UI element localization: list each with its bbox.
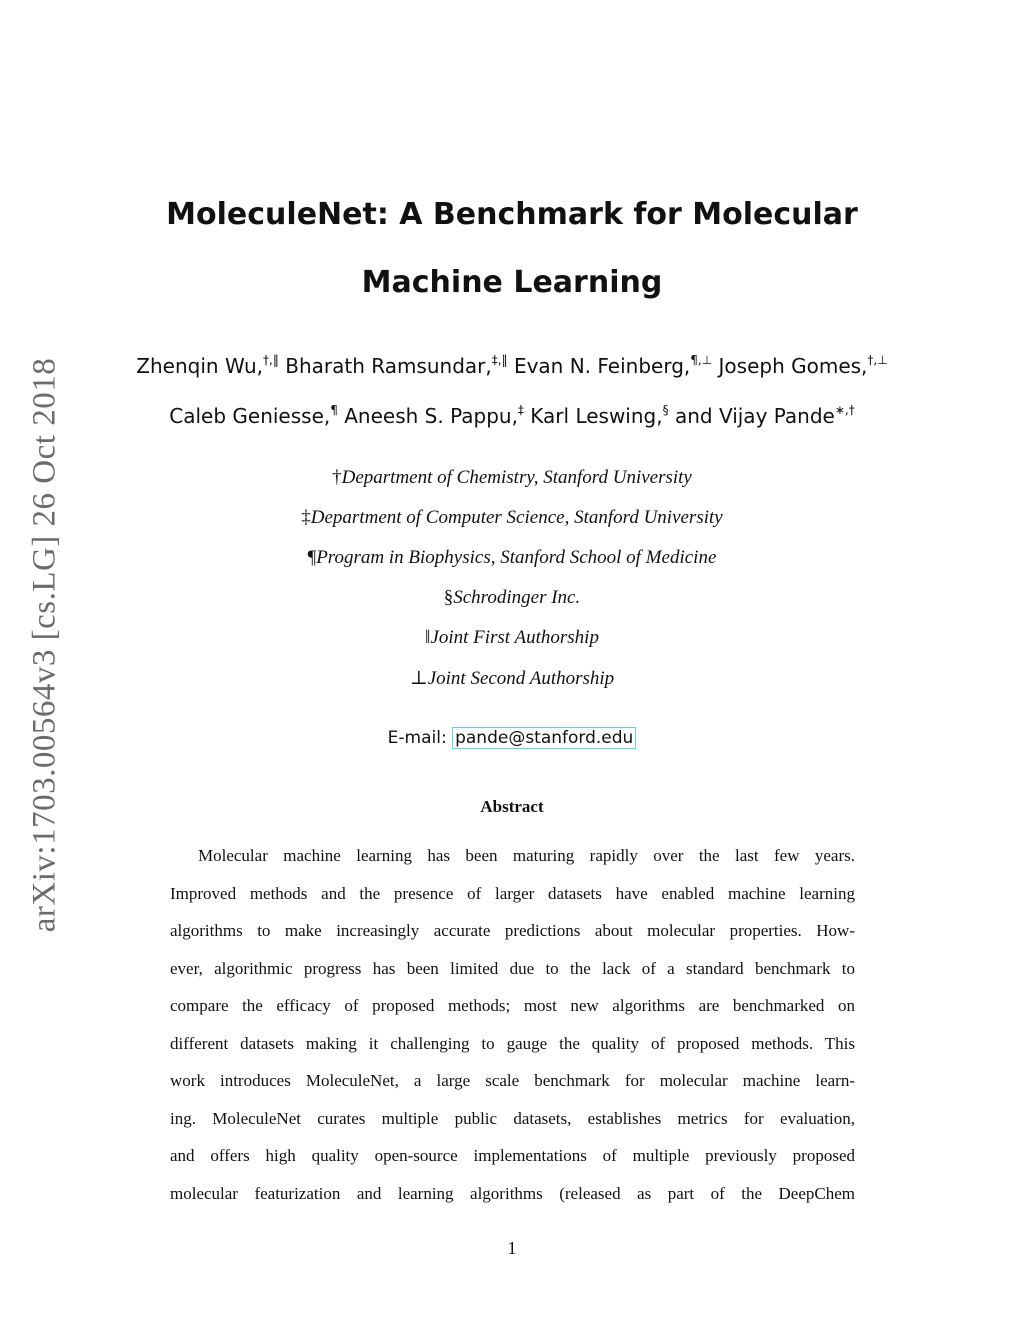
abstract-line: ing. MoleculeNet curates multiple public datasets, establishes metrics for evaluation,: [170, 1108, 855, 1128]
author-list-line-1: [0, 354, 1024, 378]
affiliation-mark: ⊥: [409, 668, 428, 689]
abstract-line: work introduces MoleculeNet, a large scale benchmark for molecular machine learn-: [170, 1071, 855, 1090]
affiliation-joint-second: [0, 667, 1024, 690]
page-number: 1: [507, 1238, 517, 1258]
abstract-line: algorithms to make increasingly accurate predictions about molecular properties. How-: [170, 921, 855, 940]
affiliation-mark: †: [332, 467, 342, 488]
author-name: Bharath Ramsundar,: [285, 354, 492, 378]
affiliation-text: Joint First Authorship: [430, 627, 599, 648]
author-affiliation-marks: ¶: [330, 403, 338, 417]
author-affiliation-marks: ‡: [517, 403, 524, 417]
email-label: E-mail:: [387, 728, 447, 748]
affiliation-biophysics: [0, 547, 1024, 569]
abstract-heading: Abstract: [480, 797, 544, 816]
author-affiliation-marks: †,⊥: [867, 353, 888, 367]
author-affiliation-marks: ‡,‖: [491, 353, 508, 367]
abstract-line: ever, algorithmic progress has been limited due to the lack of a standard benchmark to: [170, 958, 855, 978]
abstract-body: [170, 842, 855, 1217]
abstract-line: and offers high quality open-source implementations of multiple previously proposed: [170, 1146, 855, 1165]
abstract-line: Improved methods and the presence of larger datasets have enabled machine learning: [170, 883, 855, 903]
affiliation-text: Department of Chemistry, Stanford University: [341, 467, 692, 488]
affiliation-schrodinger: [0, 587, 1024, 609]
author-affiliation-marks: †,‖: [263, 353, 279, 367]
author-name: Caleb Geniesse,: [169, 404, 331, 428]
author-name: Joseph Gomes,: [718, 354, 868, 378]
paper-title-line-2: Machine Learning: [361, 265, 663, 300]
abstract-line: compare the efficacy of proposed methods; most new algorithms are benchmarked on: [170, 996, 855, 1015]
affiliation-mark: ‖: [425, 627, 431, 648]
abstract-line: different datasets making it challenging to gauge the quality of proposed methods. This: [170, 1033, 855, 1053]
abstract-line: molecular featurization and learning algorithms (released as part of the DeepChem: [170, 1183, 855, 1203]
author-affiliation-marks: §: [662, 403, 669, 417]
affiliation-joint-first: [0, 627, 1024, 649]
author-affiliation-marks: ¶,⊥: [690, 353, 713, 367]
author-name: and Vijay Pande: [674, 404, 835, 428]
affiliation-chemistry: [0, 467, 1024, 489]
author-name: Zhenqin Wu,: [136, 354, 264, 378]
email-link[interactable]: pande@stanford.edu: [452, 727, 636, 749]
abstract-line: Molecular machine learning has been maturing rapidly over the last few years.: [198, 846, 855, 865]
author-affiliation-marks: ∗,†: [834, 403, 855, 417]
author-name: Karl Leswing,: [530, 404, 663, 428]
author-name: Evan N. Feinberg,: [513, 354, 691, 378]
affiliation-computer-science: [0, 507, 1024, 529]
affiliation-text: Schrodinger Inc.: [453, 587, 581, 608]
affiliation-text: Program in Biophysics, Stanford School of Medicine: [316, 547, 717, 568]
affiliation-mark: ‡: [301, 507, 311, 528]
affiliation-text: Joint Second Authorship: [427, 668, 615, 689]
affiliation-mark: ¶: [307, 547, 317, 568]
author-list-line-2: [0, 404, 1024, 428]
contact-email: [0, 727, 1024, 749]
paper-title-line-1: MoleculeNet: A Benchmark for Molecular: [166, 197, 858, 232]
affiliation-mark: §: [443, 587, 454, 608]
author-name: Aneesh S. Pappu,: [344, 404, 518, 428]
affiliation-text: Department of Computer Science, Stanford University: [310, 507, 723, 528]
arxiv-identifier-stamp: arXiv:1703.00564v3 [cs.LG] 26 Oct 2018: [26, 357, 63, 933]
